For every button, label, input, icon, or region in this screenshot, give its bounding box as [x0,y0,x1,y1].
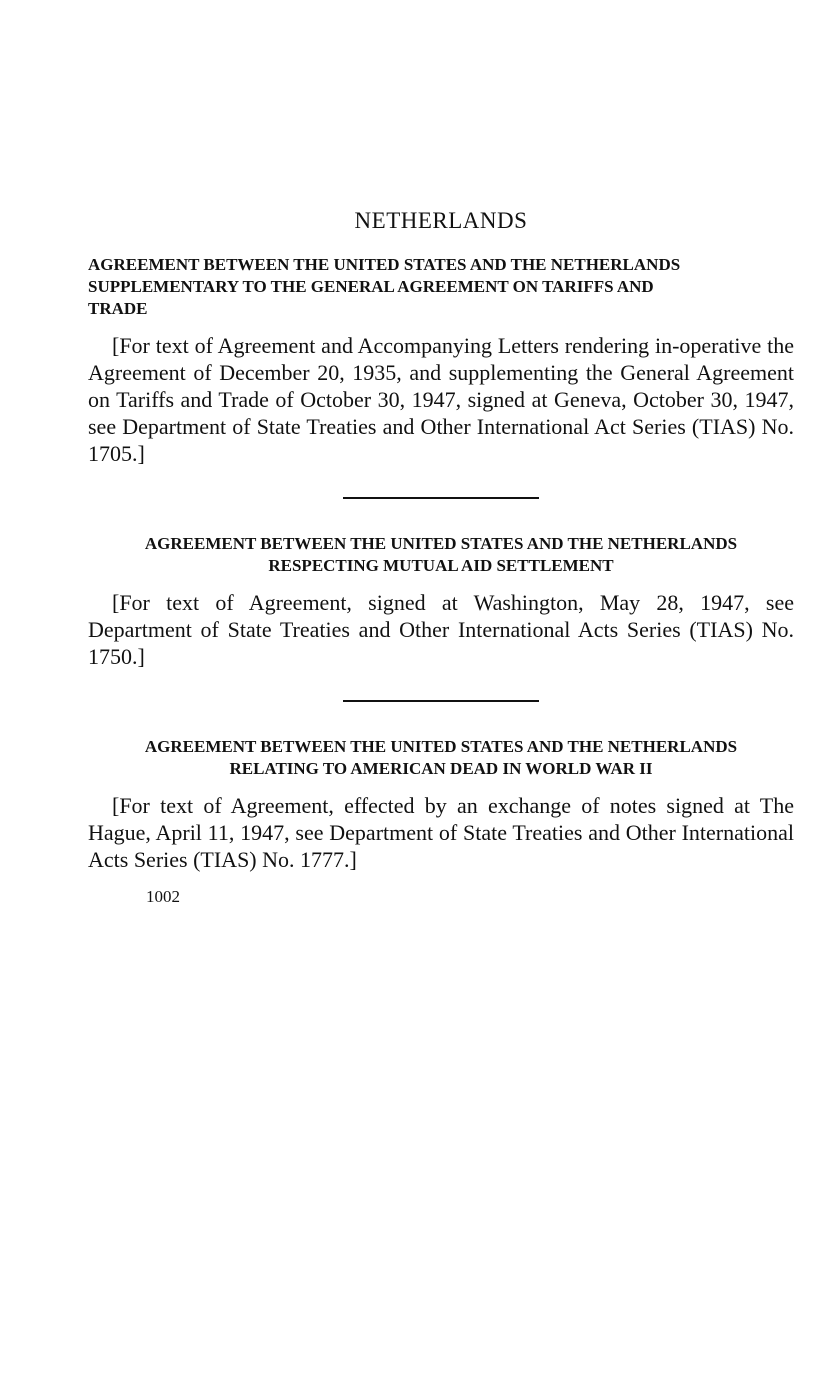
agreement-heading [88,533,794,577]
section-divider [343,700,539,702]
agreement-section-tariffs [88,254,794,467]
section-divider [343,497,539,499]
heading-line: AGREEMENT BETWEEN THE UNITED STATES AND THE NETHERLANDS [144,737,738,756]
heading-line: AGREEMENT BETWEEN THE UNITED STATES AND THE NETHERLANDS [88,255,681,274]
page-number: 1002 [146,887,180,906]
document-page [88,208,794,907]
agreement-section-american-dead [88,736,794,873]
heading-line: TRADE [88,299,148,318]
agreement-heading [88,254,794,320]
heading-line: RELATING TO AMERICAN DEAD IN WORLD WAR II [229,759,653,778]
agreement-body: [For text of Agreement and Accompanying Letters rendering in-operative the Agreement of December 20, 1935, and supplementing the General Agreement on Tariffs and Trade of October 30, 1947, signed at Geneva, October 30, 1947, see Department of State Treaties and Other International Act Series (TIAS) No. 1705.] [88,333,794,466]
agreement-body: [For text of Agreement, signed at Washington, May 28, 1947, see Department of State Treaties and Other International Acts Series (TIAS) No. 1750.] [88,590,794,669]
heading-line: SUPPLEMENTARY TO THE GENERAL AGREEMENT ON TARIFFS AND [88,277,654,296]
agreement-body: [For text of Agreement, effected by an exchange of notes signed at The Hague, April 11, 1947, see Department of State Treaties and Other International Acts Series (TIAS) No. 1777.] [88,793,794,872]
agreement-heading [88,736,794,780]
country-title: NETHERLANDS [354,208,528,233]
agreement-section-mutual-aid [88,533,794,670]
heading-line: RESPECTING MUTUAL AID SETTLEMENT [268,556,614,575]
heading-line: AGREEMENT BETWEEN THE UNITED STATES AND THE NETHERLANDS [144,534,738,553]
